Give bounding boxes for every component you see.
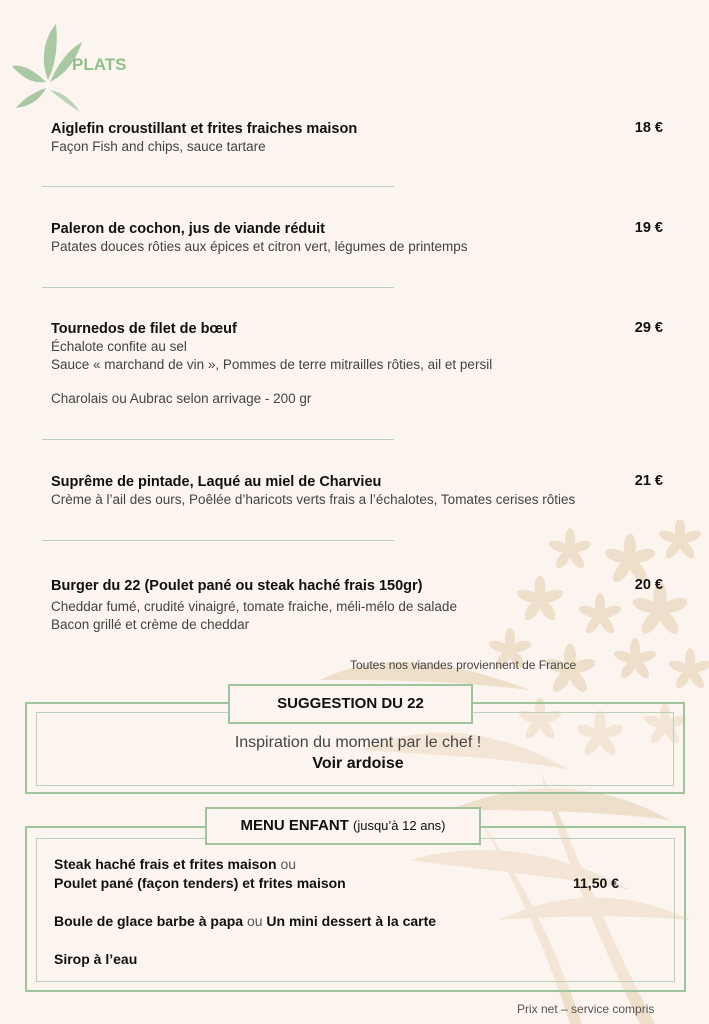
menu-enfant-title-text: MENU ENFANT <box>240 817 349 834</box>
dish-description: Sauce « marchand de vin », Pommes de terre mitrailles rôties, ail et persil <box>51 357 493 372</box>
dish-description: Façon Fish and chips, sauce tartare <box>51 139 266 154</box>
menu-enfant-age: (jusqu’à 12 ans) <box>353 818 446 833</box>
separator <box>42 540 394 541</box>
suggestion-title: SUGGESTION DU 22 <box>228 684 473 724</box>
dish-price: 18 € <box>634 120 663 136</box>
menu-enfant-item: Poulet pané (façon tenders) et frites maison <box>54 875 346 891</box>
menu-enfant-title <box>205 807 481 845</box>
or-word: ou <box>280 856 297 872</box>
dish-item <box>51 320 671 408</box>
dish-name: Tournedos de filet de bœuf <box>51 321 237 337</box>
dish-item <box>51 220 671 256</box>
suggestion-text: Inspiration du moment par le chef ! <box>234 734 482 751</box>
dish-item <box>51 577 671 634</box>
dish-description: Cheddar fumé, crudité vinaigré, tomate fraiche, méli-mélo de salade <box>51 599 457 614</box>
dish-description: Bacon grillé et crème de cheddar <box>51 617 250 632</box>
dish-name: Suprême de pintade, Laqué au miel de Charvieu <box>51 474 382 490</box>
menu-enfant-price: 11,50 € <box>573 875 619 891</box>
separator <box>42 439 394 440</box>
menu-enfant-item: Steak haché frais et frites maison <box>54 856 277 872</box>
dish-price: 19 € <box>634 220 663 236</box>
section-title: PLATS <box>72 55 127 74</box>
menu-enfant-dessert <box>54 913 436 929</box>
dish-description: Crème à l’ail des ours, Poêlée d’haricots verts frais a l’échalotes, Tomates cerises rôties <box>51 492 576 507</box>
dish-item <box>51 473 671 509</box>
menu-enfant-dessert-2: Un mini dessert à la carte <box>266 913 437 929</box>
dish-name: Burger du 22 (Poulet pané ou steak haché frais 150gr) <box>51 578 423 594</box>
dish-item <box>51 120 671 156</box>
origin-note: Toutes nos viandes proviennent de France <box>350 658 577 672</box>
separator <box>42 287 394 288</box>
or-word: ou <box>246 913 263 929</box>
dish-name: Paleron de cochon, jus de viande réduit <box>51 221 325 237</box>
dish-description: Charolais ou Aubrac selon arrivage - 200 gr <box>51 391 312 406</box>
menu-enfant-dessert-1: Boule de glace barbe à papa <box>54 913 244 929</box>
dish-price: 29 € <box>634 320 663 336</box>
footer-note: Prix net – service compris <box>517 1002 655 1016</box>
menu-enfant-drink: Sirop à l’eau <box>54 951 138 967</box>
dish-description: Échalote confite au sel <box>51 339 187 354</box>
separator <box>42 186 394 187</box>
menu-enfant-main-1 <box>54 856 296 872</box>
dish-description: Patates douces rôties aux épices et citron vert, légumes de printemps <box>51 239 468 254</box>
suggestion-ardoise: Voir ardoise <box>312 755 404 772</box>
dish-price: 21 € <box>634 473 663 489</box>
dish-price: 20 € <box>634 577 663 593</box>
dish-name: Aiglefin croustillant et frites fraiches maison <box>51 121 358 137</box>
